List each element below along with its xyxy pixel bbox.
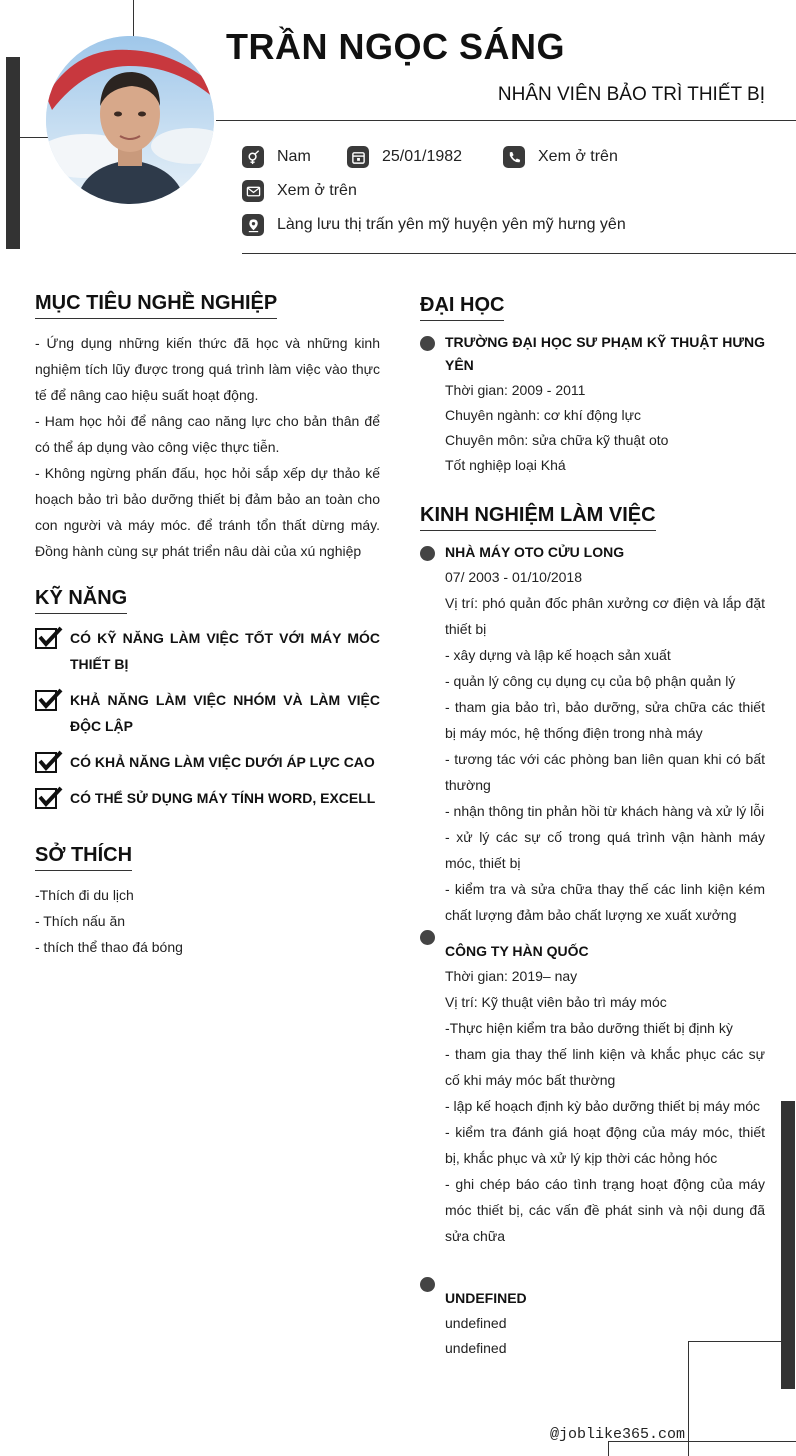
phone-value: Xem ở trên	[538, 148, 618, 165]
timeline-bullet	[420, 336, 435, 351]
job-line: - tham gia thay thế linh kiện và khắc phục các sự cố khi máy móc bất thường	[445, 1046, 765, 1088]
objective-line: - Ham học hỏi để nâng cao năng lực cho bản thân để có thể áp dụng vào công việc thực tiễn.	[35, 413, 380, 455]
school-name: TRƯỜNG ĐẠI HỌC SƯ PHẠM KỸ THUẬT HƯNG YÊN	[445, 334, 765, 373]
experience-heading: KINH NGHIỆM LÀM VIỆC	[420, 504, 656, 531]
calendar-icon	[347, 146, 369, 168]
objective-text	[35, 330, 380, 564]
phone-icon	[503, 146, 525, 168]
top-decor-line	[133, 0, 134, 38]
gender-info	[242, 146, 311, 168]
job-line: - xây dựng và lập kế hoạch sản xuất	[445, 647, 671, 663]
job-line: -Thực hiện kiểm tra bảo dưỡng thiết bị định kỳ	[445, 1020, 733, 1036]
education-heading: ĐẠI HỌC	[420, 294, 504, 321]
timeline-bullet	[420, 1277, 435, 1292]
objective-line: - Không ngừng phấn đấu, học hỏi sắp xếp dự thảo kế hoạch bảo trì bảo dưỡng thiết bị đảm bảo an toàn cho con người và máy móc. để tránh tổn thất dừng máy. Đồng hành cùng sự phát triển nâu dài của xú nghiệp	[35, 465, 380, 559]
job-line: - quản lý công cụ dụng cụ của bộ phận quản lý	[445, 673, 736, 689]
hobby-item: - Thích nấu ăn	[35, 913, 126, 929]
left-decor-bar	[6, 57, 20, 249]
bottom-frame-inner-left	[608, 1441, 609, 1456]
skill-item	[35, 625, 380, 677]
company-name: NHÀ MÁY OTO CỬU LONG	[445, 544, 625, 560]
birthdate-value: 25/01/1982	[382, 148, 463, 165]
company-name: CÔNG TY HÀN QUỐC	[445, 943, 589, 959]
right-decor-bar	[781, 1101, 795, 1389]
job-line: Vị trí: phó quản đốc phân xưởng cơ điện và lắp đặt thiết bị	[445, 595, 765, 637]
address-value: Làng lưu thị trấn yên mỹ huyện yên mỹ hưng yên	[277, 216, 626, 233]
skill-label: KHẢ NĂNG LÀM VIỆC NHÓM VÀ LÀM VIỆC ĐỘC LẬP	[70, 692, 380, 734]
hobbies-heading: SỞ THÍCH	[35, 844, 132, 871]
birthdate-info	[347, 146, 462, 168]
watermark: @joblike365.com	[550, 1426, 686, 1443]
skill-item	[35, 749, 380, 775]
left-decor-line	[20, 137, 48, 138]
address-info	[242, 214, 626, 236]
job-line: - kiểm tra đánh giá hoạt động của máy móc, thiết bị, khắc phục và xử lý kịp thời các hỏng hóc	[445, 1124, 765, 1166]
checkbox-checked-icon	[35, 786, 63, 810]
education-subject: Chuyên môn: sửa chữa kỹ thuật oto	[445, 432, 669, 448]
checkbox-checked-icon	[35, 688, 63, 712]
email-icon	[242, 180, 264, 202]
skill-item	[35, 785, 380, 811]
skill-item	[35, 687, 380, 739]
job-line: undefined	[445, 1340, 507, 1356]
contact-divider	[242, 253, 796, 254]
job-entry	[445, 940, 765, 1249]
job-line: - tương tác với các phòng ban liên quan khi có bất thường	[445, 751, 765, 793]
hobby-item: - thích thể thao đá bóng	[35, 939, 183, 955]
job-line: - lập kế hoạch định kỳ bảo dưỡng thiết bị máy móc	[445, 1098, 761, 1114]
education-grade: Tốt nghiệp loại Khá	[445, 457, 566, 473]
location-icon	[242, 214, 264, 236]
avatar	[46, 36, 214, 204]
checkbox-checked-icon	[35, 750, 63, 774]
job-entry	[445, 541, 765, 928]
candidate-name: TRẦN NGỌC SÁNG	[226, 26, 565, 67]
job-time: 07/ 2003 - 01/10/2018	[445, 569, 583, 585]
hobby-item: -Thích đi du lịch	[35, 887, 134, 903]
education-major: Chuyên ngành: cơ khí động lực	[445, 407, 642, 423]
objective-line: - Ứng dụng những kiến thức đã học và những kinh nghiệm tích lũy được trong quá trình làm việc vào thực tế để nâng cao hiệu suất hoạt động.	[35, 335, 380, 403]
education-time: Thời gian: 2009 - 2011	[445, 382, 586, 398]
timeline-bullet	[420, 930, 435, 945]
job-line: - kiểm tra và sửa chữa thay thế các linh kiện kém chất lượng đảm bảo chất lượng xe xuất xưởng	[445, 881, 765, 923]
job-line: - nhận thông tin phản hồi từ khách hàng và xử lý lỗi	[445, 803, 765, 819]
job-line: - tham gia bảo trì, bảo dưỡng, sửa chữa các thiết bị máy móc, hệ thống điện trong nhà máy	[445, 699, 765, 741]
hobbies-list	[35, 882, 380, 960]
job-line: - xử lý các sự cố trong quá trình vận hành máy móc, thiết bị	[445, 829, 765, 871]
job-line: - ghi chép báo cáo tình trạng hoạt động của máy móc thiết bị, các vấn đề phát sinh và nội dung đã sửa chữa	[445, 1176, 765, 1244]
header-divider	[216, 120, 796, 121]
skill-label: CÓ KHẢ NĂNG LÀM VIỆC DƯỚI ÁP LỰC CAO	[70, 754, 375, 770]
gender-icon	[242, 146, 264, 168]
skill-label: CÓ THỂ SỬ DỤNG MÁY TÍNH WORD, EXCELL	[70, 790, 376, 806]
job-entry	[445, 1287, 765, 1361]
job-line: Vị trí: Kỹ thuật viên bảo trì máy móc	[445, 994, 667, 1010]
email-value: Xem ở trên	[277, 182, 357, 199]
timeline-bullet	[420, 546, 435, 561]
gender-value: Nam	[277, 148, 311, 165]
education-entry	[445, 331, 765, 478]
job-title: NHÂN VIÊN BẢO TRÌ THIẾT BỊ	[497, 84, 765, 105]
job-time: Thời gian: 2019– nay	[445, 968, 578, 984]
skills-heading: KỸ NĂNG	[35, 587, 127, 614]
email-info	[242, 180, 357, 202]
objective-heading: MỤC TIÊU NGHỀ NGHIỆP	[35, 292, 277, 319]
job-time: undefined	[445, 1315, 507, 1331]
phone-info	[503, 146, 618, 168]
company-name: UNDEFINED	[445, 1290, 527, 1306]
skill-label: CÓ KỸ NĂNG LÀM VIỆC TỐT VỚI MÁY MÓC THIẾT BỊ	[70, 630, 380, 672]
checkbox-checked-icon	[35, 626, 63, 650]
